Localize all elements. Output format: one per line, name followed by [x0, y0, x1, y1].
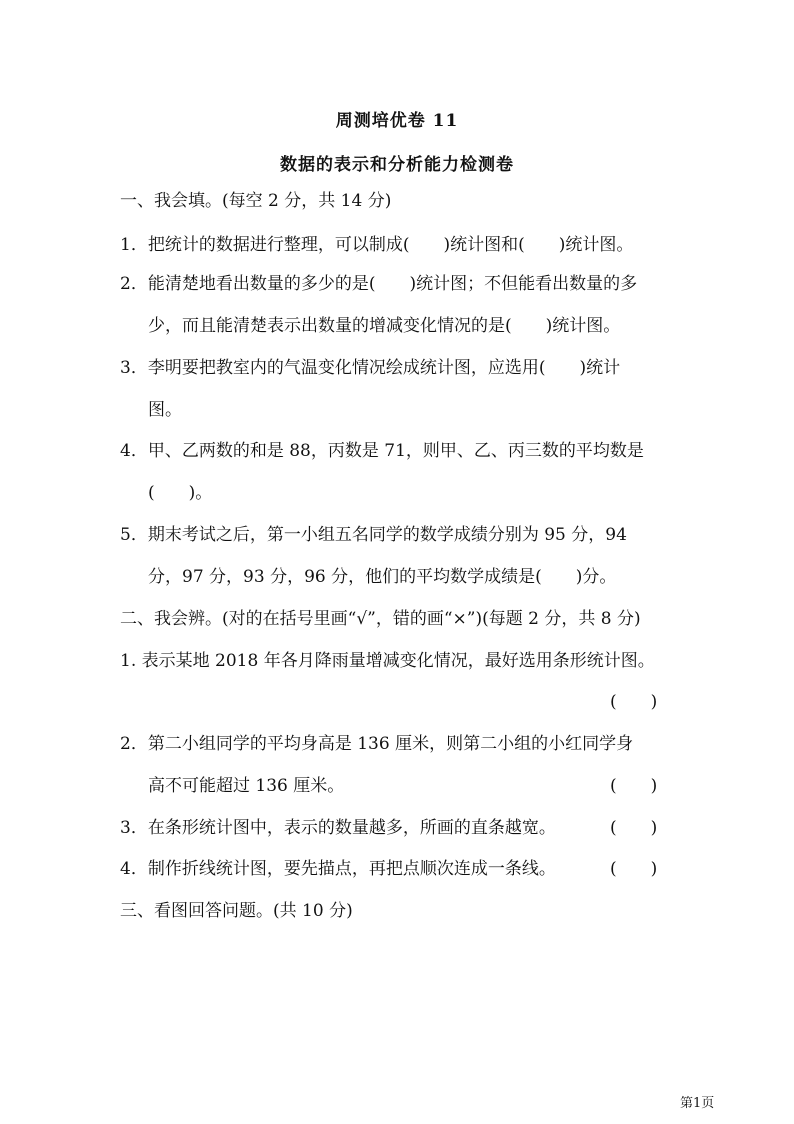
question-2-2-cont: 高不可能超过 136 厘米。: [148, 776, 345, 796]
question-1-4: 4．甲、乙两数的和是 88，丙数是 71，则甲、乙、丙三数的平均数是: [120, 441, 644, 461]
section-3-heading: 三、看图回答问题。(共 10 分): [120, 901, 353, 921]
answer-paren-2-1[interactable]: ( ): [610, 692, 658, 712]
answer-paren-2-4[interactable]: ( ): [610, 859, 658, 879]
question-2-2: 2．第二小组同学的平均身高是 136 厘米，则第二小组的小红同学身: [120, 734, 634, 754]
question-2-4: 4．制作折线统计图，要先描点，再把点顺次连成一条线。: [120, 859, 556, 879]
question-1-1: 1．把统计的数据进行整理，可以制成( )统计图和( )统计图。: [120, 235, 634, 255]
page-subtitle: 数据的表示和分析能力检测卷: [280, 155, 514, 175]
question-1-3-cont: 图。: [148, 400, 182, 420]
answer-paren-2-2[interactable]: ( ): [610, 776, 658, 796]
page-title: 周测培优卷 11: [335, 111, 459, 131]
question-1-3: 3．李明要把教室内的气温变化情况绘成统计图，应选用( )统计: [120, 358, 621, 378]
answer-paren-2-3[interactable]: ( ): [610, 818, 658, 838]
question-1-5-cont: 分，97 分，93 分，96 分，他们的平均数学成绩是( )分。: [148, 567, 617, 587]
section-1-heading: 一、我会填。(每空 2 分，共 14 分): [120, 191, 392, 211]
section-2-heading: 二、我会辨。(对的在括号里画“√”，错的画“×”)(每题 2 分，共 8 分): [120, 609, 641, 629]
page-number: 第1页: [680, 1096, 715, 1111]
question-1-5: 5．期末考试之后，第一小组五名同学的数学成绩分别为 95 分，94: [120, 525, 627, 545]
question-2-1: 1. 表示某地 2018 年各月降雨量增减变化情况，最好选用条形统计图。: [120, 651, 655, 671]
question-1-4-cont: ( )。: [148, 483, 213, 503]
question-2-3: 3．在条形统计图中，表示的数量越多，所画的直条越宽。: [120, 818, 556, 838]
question-1-2-cont: 少，而且能清楚表示出数量的增减变化情况的是( )统计图。: [148, 316, 621, 336]
question-1-2: 2．能清楚地看出数量的多少的是( )统计图；不但能看出数量的多: [120, 274, 638, 294]
